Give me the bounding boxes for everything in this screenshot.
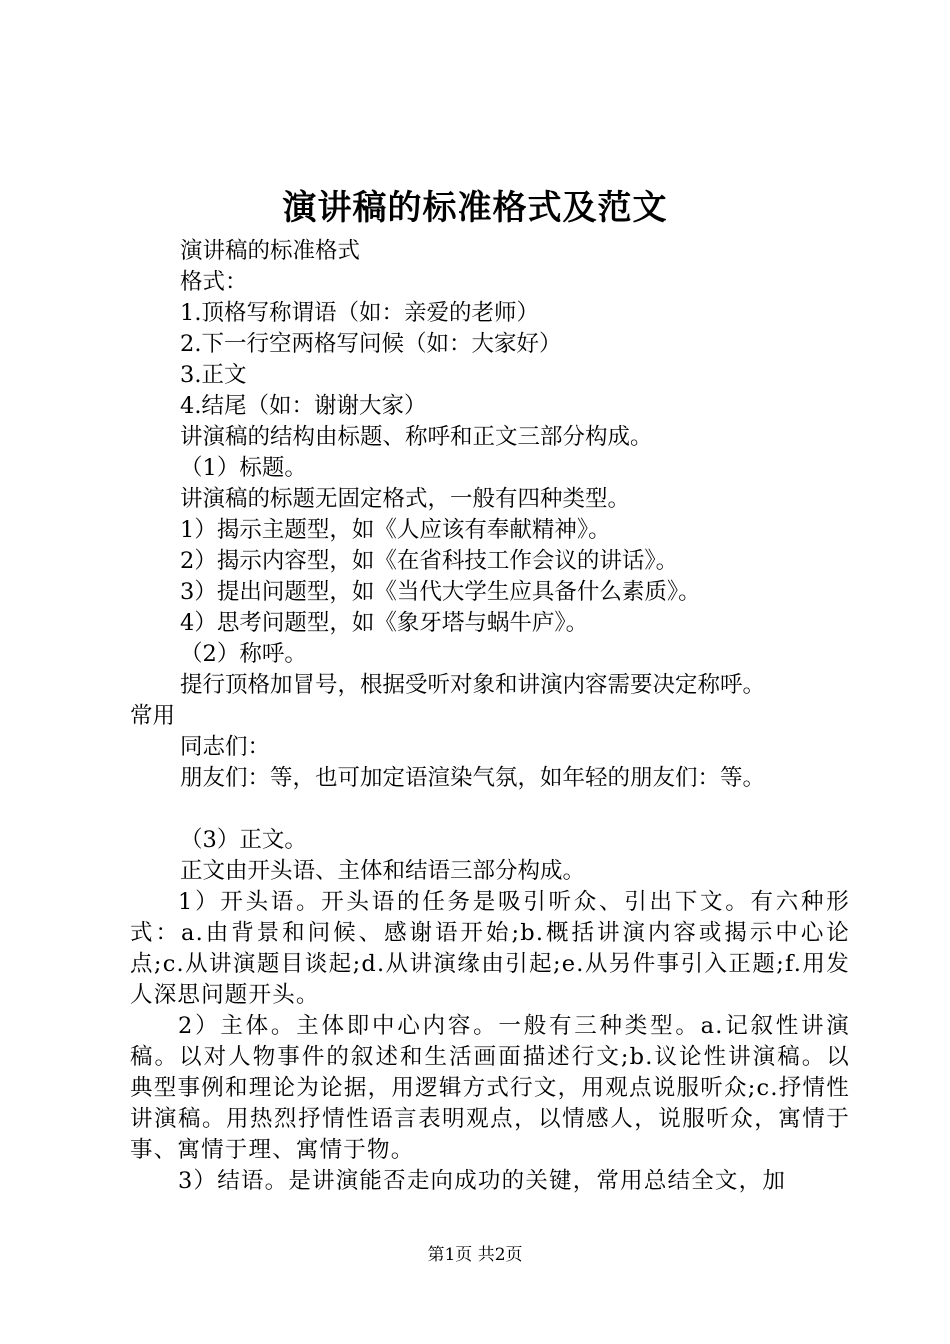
- text-line: 朋友们：等，也可加定语渲染气氛，如年轻的朋友们：等。: [180, 765, 766, 791]
- text-line: 格式：: [180, 269, 248, 295]
- text-line: 正文由开头语、主体和结语三部分构成。: [180, 858, 586, 884]
- text-line: 常用: [130, 703, 176, 729]
- list-item: 3）提出问题型，如《当代大学生应具备什么素质》。: [180, 579, 701, 605]
- list-item: 1）揭示主题型，如《人应该有奉献精神》。: [180, 517, 611, 543]
- section-heading: （2）称呼。: [180, 641, 307, 667]
- text-line: 1.顶格写称谓语（如：亲爱的老师）: [180, 300, 539, 326]
- text-line: 3.正文: [180, 362, 247, 388]
- document-body: [130, 236, 850, 1197]
- paragraph: 3）结语。是讲演能否走向成功的关键，常用总结全文，加: [178, 1168, 787, 1194]
- section-heading: （3）正文。: [180, 827, 307, 853]
- list-item: 4）思考问题型，如《象牙塔与蜗牛庐》。: [180, 610, 589, 636]
- paragraph: 1）开头语。开头语的任务是吸引听众、引出下文。有六种形式：a.由背景和问候、感谢语开始;b.概括讲演内容或揭示中心论点;c.从讲演题目谈起;d.从讲演缘由引起;e.从另件事引入正题;f.用发人深思问题开头。: [130, 889, 850, 1008]
- page-footer: 第1页 共2页: [427, 1245, 523, 1265]
- blank-line: [130, 794, 850, 825]
- text-line: 2.下一行空两格写问候（如：大家好）: [180, 331, 562, 357]
- text-line: 讲演稿的标题无固定格式，一般有四种类型。: [180, 486, 631, 512]
- list-item: 2）揭示内容型，如《在省科技工作会议的讲话》。: [180, 548, 679, 574]
- text-line: 讲演稿的结构由标题、称呼和正文三部分构成。: [180, 424, 653, 450]
- text-line: 提行顶格加冒号，根据受听对象和讲演内容需要决定称呼。: [180, 672, 766, 698]
- text-line: 演讲稿的标准格式: [180, 238, 361, 264]
- document-title: 演讲稿的标准格式及范文: [282, 188, 668, 228]
- text-line: 4.结尾（如：谢谢大家）: [180, 393, 427, 419]
- section-heading: （1）标题。: [180, 455, 307, 481]
- paragraph: 2）主体。主体即中心内容。一般有三种类型。a.记叙性讲演稿。以对人物事件的叙述和生活画面描述行文;b.议论性讲演稿。以典型事例和理论为论据，用逻辑方式行文，用观点说服听众;c.抒情性讲演稿。用热烈抒情性语言表明观点，以情感人，说服听众，寓情于事、寓情于理、寓情于物。: [130, 1013, 850, 1163]
- text-line: 同志们：: [180, 734, 271, 760]
